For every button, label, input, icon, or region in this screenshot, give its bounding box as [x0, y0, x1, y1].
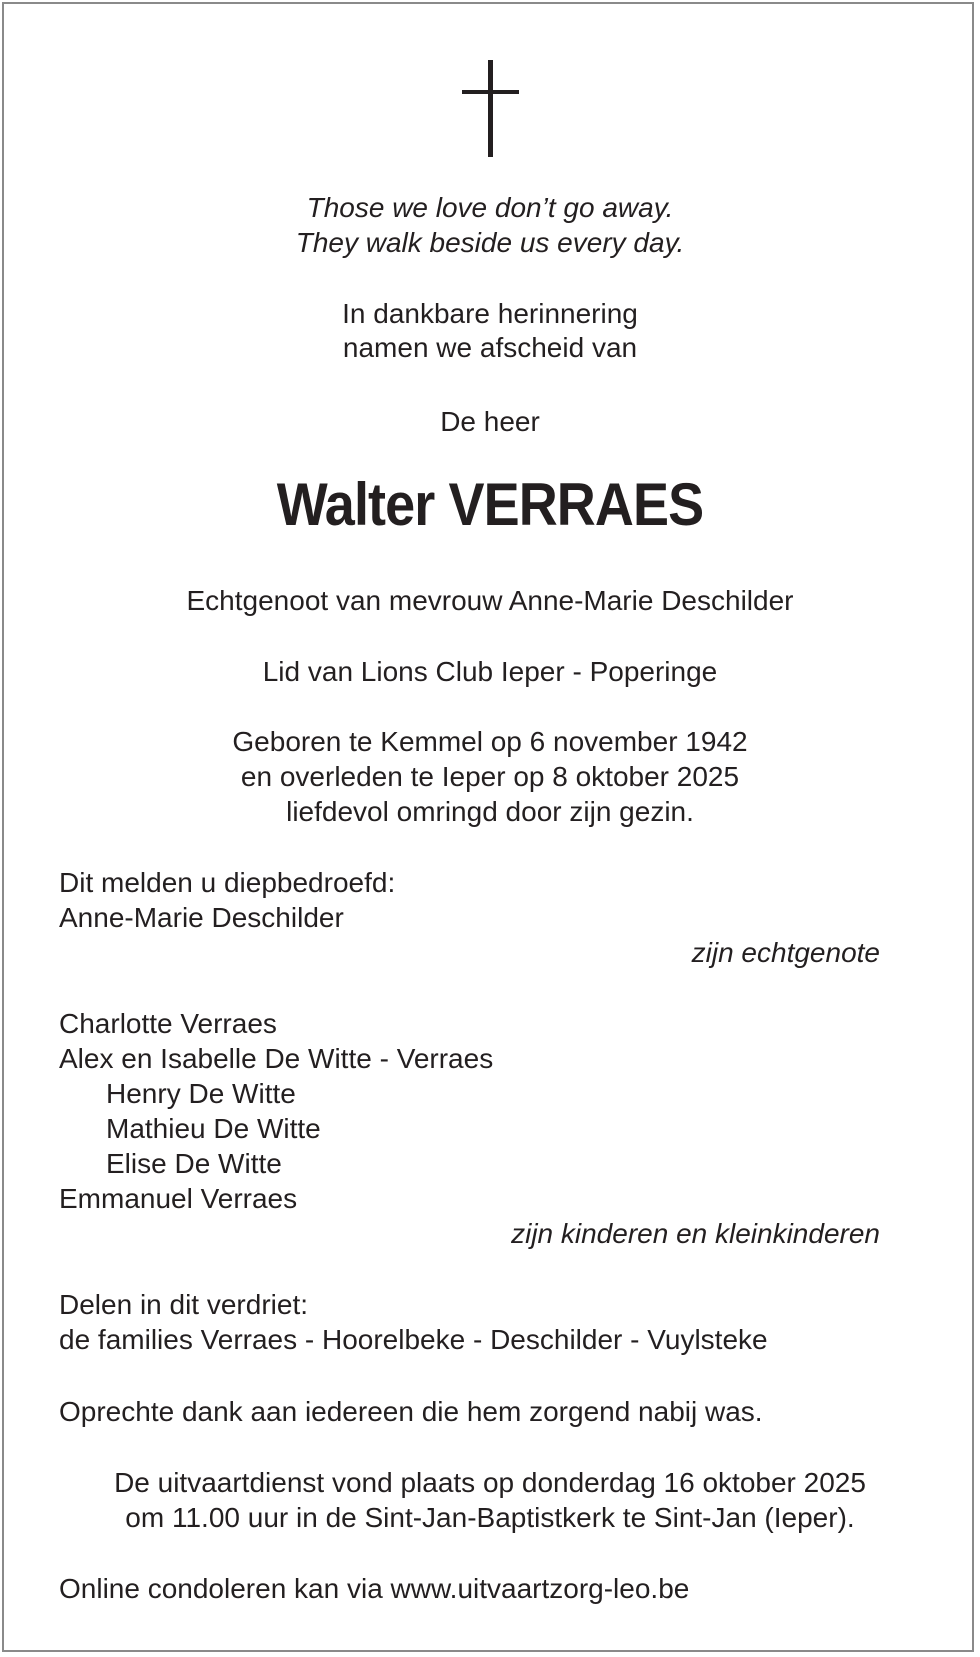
club-line: Lid van Lions Club Ieper - Poperinge: [262, 656, 718, 687]
spouse-line: Echtgenoot van mevrouw Anne-Marie Deschilder: [186, 585, 794, 616]
spouse-relation: zijn echtgenote: [691, 937, 880, 968]
children-relation: zijn kinderen en kleinkinderen: [511, 1218, 880, 1249]
family-member: Mathieu De Witte: [106, 1113, 321, 1144]
cross-icon: [0, 60, 980, 160]
family-member: Charlotte Verraes: [59, 1008, 277, 1039]
funeral-line-1: De uitvaartdienst vond plaats op donderdag 16 oktober 2025: [114, 1467, 866, 1498]
announce-heading: Dit melden u diepbedroefd:: [59, 867, 396, 898]
sharing-heading: Delen in dit verdriet:: [59, 1289, 309, 1320]
salutation: De heer: [440, 406, 540, 437]
funeral-line-2: om 11.00 uur in de Sint-Jan-Baptistkerk te Sint-Jan (Ieper).: [125, 1502, 855, 1533]
family-member: Henry De Witte: [106, 1078, 296, 1109]
quote-line-2: They walk beside us every day.: [295, 227, 685, 258]
family-member: Alex en Isabelle De Witte - Verraes: [59, 1043, 494, 1074]
birth-line: Geboren te Kemmel op 6 november 1942: [232, 726, 748, 757]
sharing-families: de families Verraes - Hoorelbeke - Deschilder - Vuylsteke: [59, 1324, 768, 1355]
quote-line-1: Those we love don’t go away.: [306, 192, 674, 223]
online-condolence: Online condoleren kan via www.uitvaartzorg-leo.be: [59, 1573, 690, 1604]
intro-line-2: namen we afscheid van: [342, 332, 638, 363]
thanks-line: Oprechte dank aan iedereen die hem zorgend nabij was.: [59, 1396, 763, 1427]
intro-line-1: In dankbare herinnering: [342, 298, 638, 329]
family-member: Emmanuel Verraes: [59, 1183, 298, 1214]
family-member: Elise De Witte: [106, 1148, 282, 1179]
spouse-name: Anne-Marie Deschilder: [59, 902, 344, 933]
death-line: en overleden te Ieper op 8 oktober 2025: [240, 761, 740, 792]
surrounded-line: liefdevol omringd door zijn gezin.: [286, 796, 694, 827]
deceased-name: Walter VERRAES: [276, 471, 704, 538]
